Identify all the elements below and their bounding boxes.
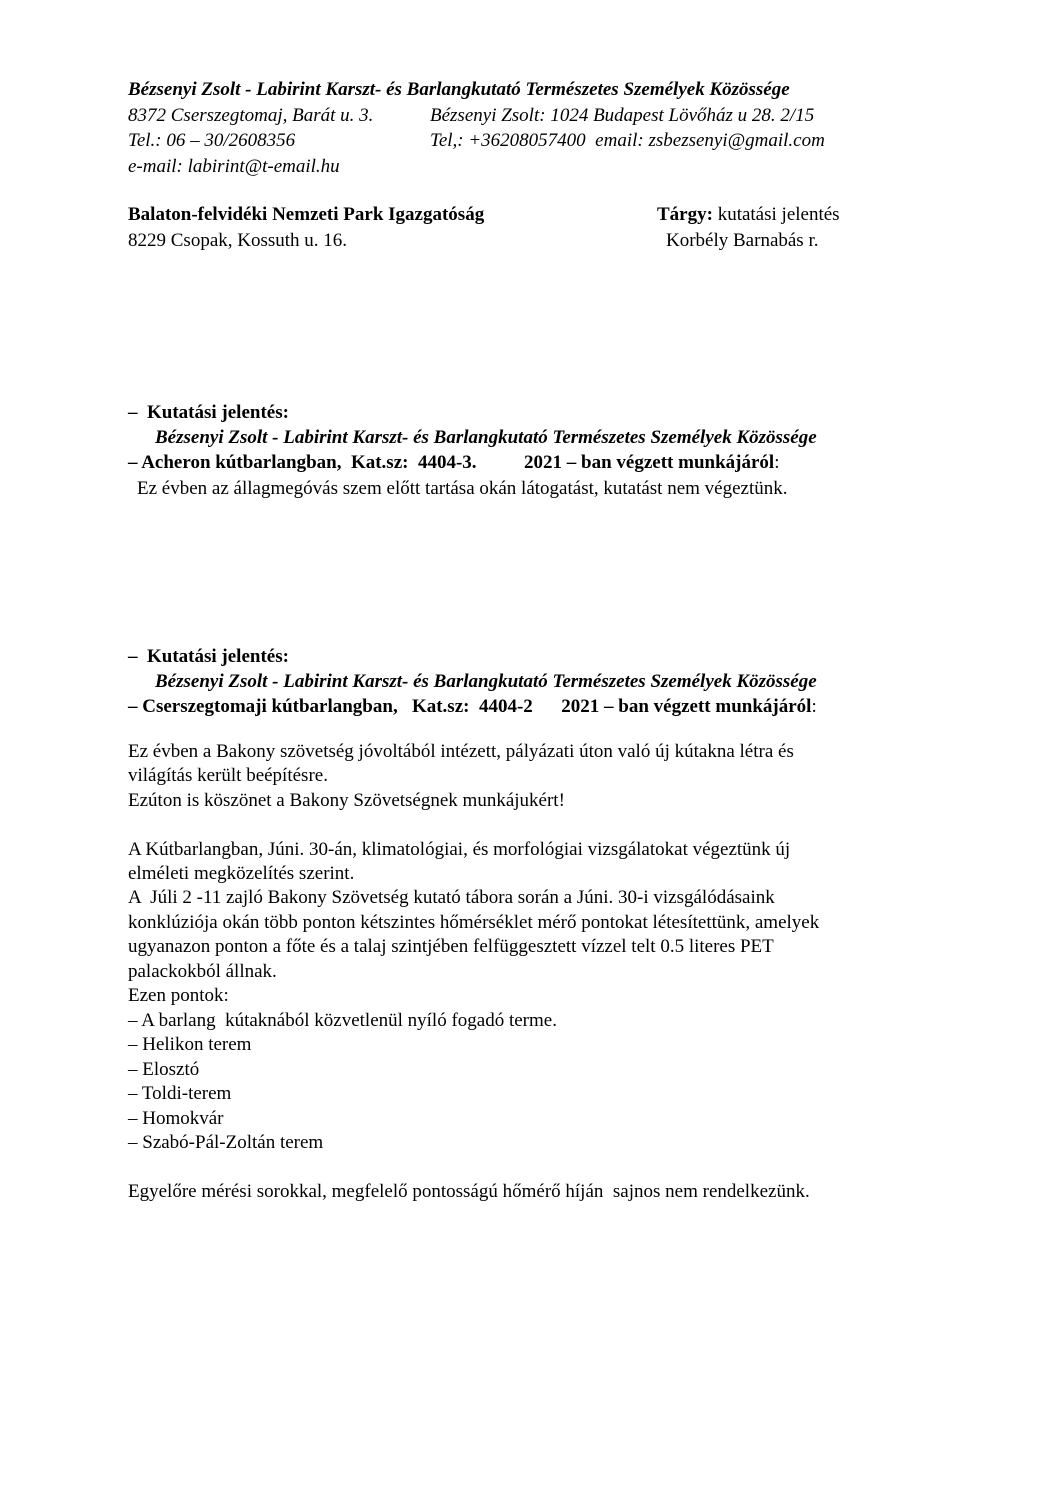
sender-phone-2: Tel,: +36208057400 email: zsbezsenyi@gmail.com [430, 130, 825, 151]
report2-para2-line: palackokból állnak. [128, 961, 277, 982]
report2-para1-line: Ez évben a Bakony szövetség jóvoltából intézett, pályázati úton való új kútakna létra és [128, 741, 794, 762]
sender-address-2: Bézsenyi Zsolt: 1024 Budapest Lövőház u 28. 2/15 [430, 105, 815, 126]
recipient-address: 8229 Csopak, Kossuth u. 16. [128, 230, 348, 251]
subject-value: kutatási jelentés [712, 204, 840, 225]
report1-org: Bézsenyi Zsolt - Labirint Karszt- és Barlangkutató Természetes Személyek Közössége [155, 427, 817, 448]
report2-para2-line: elméleti megközelítés szerint. [128, 863, 355, 884]
report2-para1-line: világítás került beépítésre. [128, 765, 328, 786]
report2-para1-line: Ezúton is köszönet a Bakony Szövetségnek munkájukért! [128, 790, 565, 811]
report1-body: Ez évben az állagmegóvás szem előtt tartása okán látogatást, kutatást nem végeztünk. [137, 478, 788, 499]
sender-email: e-mail: labirint@t-email.hu [128, 156, 340, 177]
report2-cave-line [128, 695, 817, 719]
list-item: – Toldi-terem [128, 1083, 232, 1104]
subject-label: Tárgy: [657, 204, 713, 225]
list-item: – Helikon terem [128, 1034, 252, 1055]
report2-para2-line: konklúziója okán több ponton kétszintes hőmérséklet mérő pontokat létesítettünk, amelyek [128, 912, 820, 933]
report2-para2-line: A Kútbarlangban, Júni. 30-án, klimatológiai, és morfológiai vizsgálatokat végeztünk új [128, 839, 791, 860]
report1-cave: – Acheron kútbarlangban, Kat.sz: 4404-3. 2021 – ban végzett munkájáról [128, 452, 775, 473]
list-item: – Szabó-Pál-Zoltán terem [128, 1132, 324, 1153]
sender-address: 8372 Cserszegtomaj, Barát u. 3. [128, 105, 374, 126]
report2-closing: Egyelőre mérési sorokkal, megfelelő pontosságú hőmérő híján sajnos nem rendelkezünk. [128, 1181, 810, 1202]
subject-line [657, 203, 840, 227]
list-item: – Elosztó [128, 1059, 200, 1080]
sender-phone: Tel.: 06 – 30/2608356 [128, 130, 296, 151]
report1-heading: – Kutatási jelentés: [128, 402, 289, 423]
list-item: – A barlang kútaknából közvetlenül nyíló fogadó terme. [128, 1010, 557, 1031]
report2-heading: – Kutatási jelentés: [128, 646, 289, 667]
report2-para2-line: A Júli 2 -11 zajló Bakony Szövetség kutató tábora során a Júni. 30-i vizsgálódásaink [128, 887, 775, 908]
recipient-contact: Korbély Barnabás r. [666, 230, 819, 251]
report2-cave-colon: : [811, 696, 817, 717]
points-intro: Ezen pontok: [128, 985, 229, 1006]
sender-name: Bézsenyi Zsolt - Labirint Karszt- és Barlangkutató Természetes Személyek Közössége [128, 79, 790, 100]
report2-para2-line: ugyanazon ponton a főte és a talaj szintjében felfüggesztett vízzel telt 0.5 literes PET [128, 936, 774, 957]
report2-cave: – Cserszegtomaji kútbarlangban, Kat.sz: 4404-2 2021 – ban végzett munkájáról [128, 696, 812, 717]
list-item: – Homokvár [128, 1108, 224, 1129]
recipient-name: Balaton-felvidéki Nemzeti Park Igazgatóság [128, 204, 485, 225]
report2-org: Bézsenyi Zsolt - Labirint Karszt- és Barlangkutató Természetes Személyek Közössége [155, 671, 817, 692]
report1-cave-line [128, 451, 779, 475]
report1-cave-colon: : [774, 452, 780, 473]
